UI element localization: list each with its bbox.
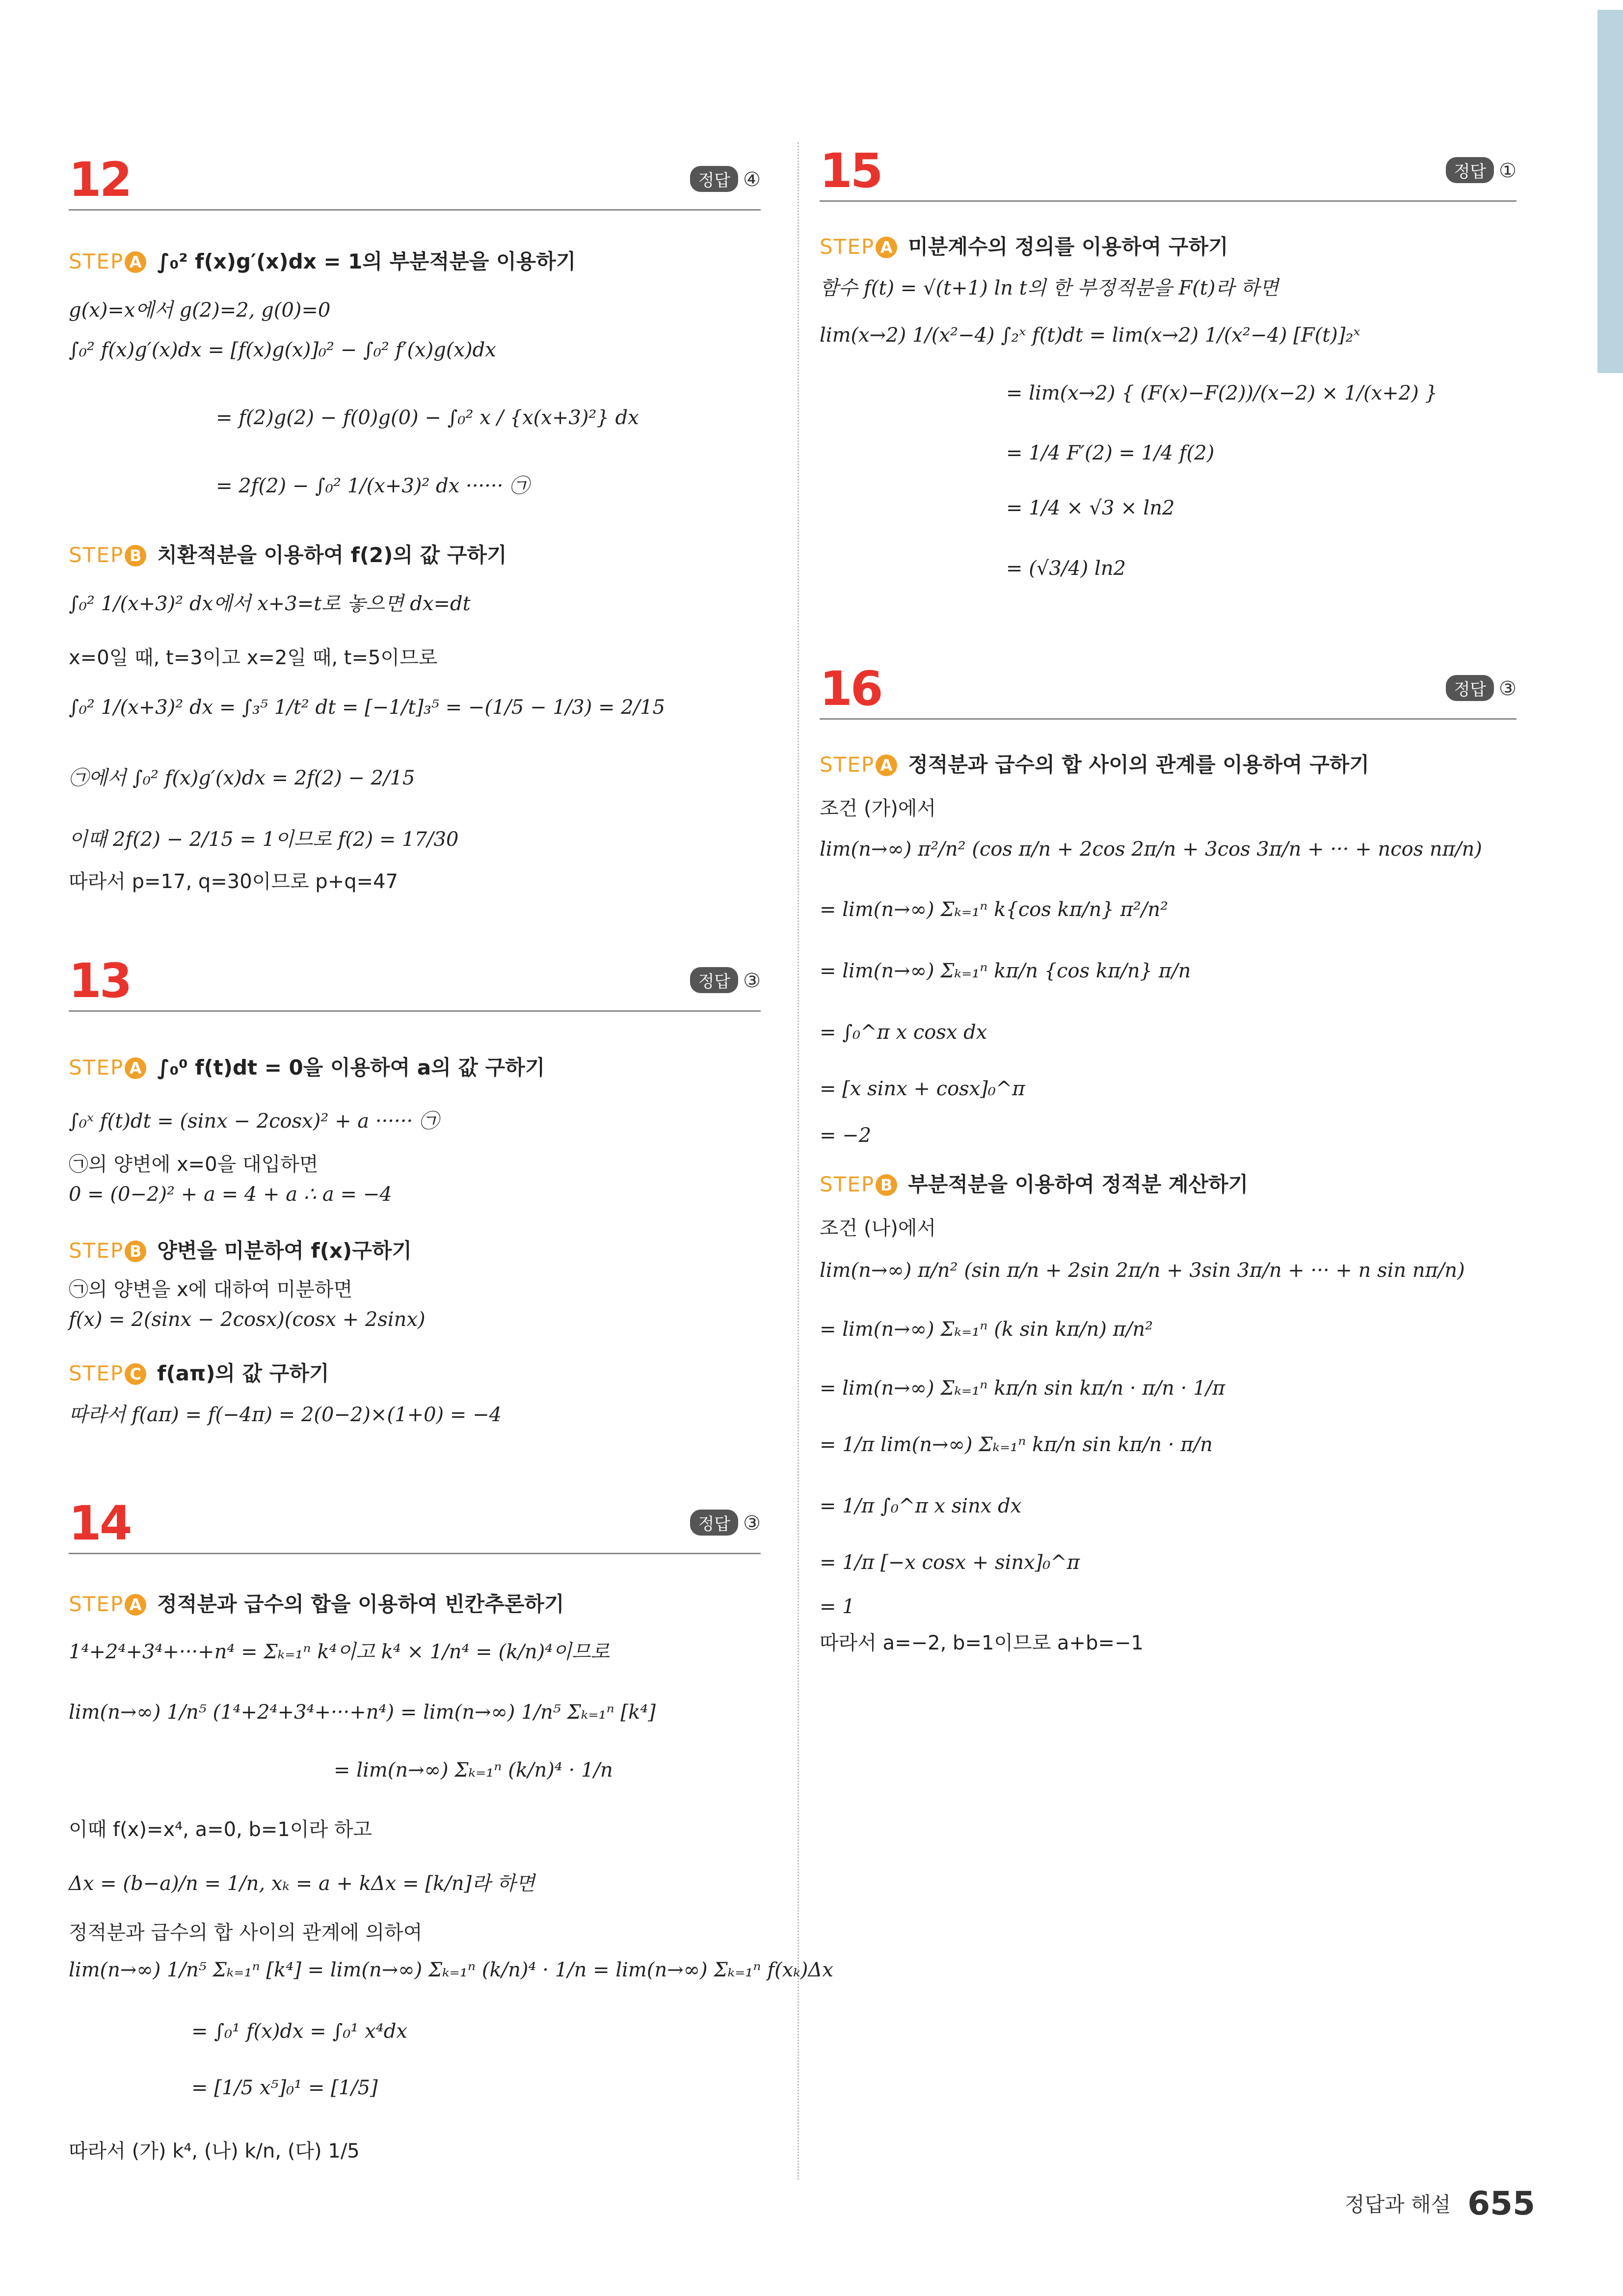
solution-line: 함수 f(t) = √(t+1) ln t의 한 부정적분을 F(t)라 하면 — [820, 277, 1279, 299]
step-title: 정적분과 급수의 합을 이용하여 빈칸추론하기 — [157, 1592, 564, 1616]
solution-line: 1⁴+2⁴+3⁴+···+n⁴ = Σₖ₌₁ⁿ k⁴이고 k⁴ × 1/n⁴ = (k/n)⁴이므로 — [69, 1641, 610, 1663]
header-rule — [69, 1010, 761, 1012]
step-b-heading — [69, 1235, 412, 1264]
step-label: STEP — [820, 1172, 875, 1196]
step-title: f(aπ)의 값 구하기 — [157, 1361, 329, 1385]
solution-line: 조건 (나)에서 — [820, 1217, 936, 1240]
solution-line: = 1 — [820, 1595, 855, 1618]
solution-line: = lim(n→∞) Σₖ₌₁ⁿ kπ/n {cos kπ/n} π/n — [820, 960, 1191, 982]
solution-line: = f(2)g(2) − f(0)g(0) − ∫₀² x / {x(x+3)²} dx — [216, 406, 639, 429]
step-title: 부분적분을 이용하여 정적분 계산하기 — [908, 1172, 1249, 1196]
answer-tag — [690, 1510, 761, 1536]
answer-badge: 정답 — [690, 166, 738, 192]
solution-line: = ∫₀¹ f(x)dx = ∫₀¹ x⁴dx — [191, 2020, 407, 2043]
step-letter: B — [125, 1241, 146, 1262]
page-footer — [1345, 2185, 1535, 2222]
step-letter: A — [876, 237, 897, 258]
problem-number: 16 — [820, 661, 881, 716]
solution-line: lim(n→∞) 1/n⁵ (1⁴+2⁴+3⁴+···+n⁴) = lim(n→∞) 1/n⁵ Σₖ₌₁ⁿ [k⁴] — [69, 1701, 656, 1724]
step-c-heading — [69, 1357, 329, 1387]
solution-line: 따라서 f(aπ) = f(−4π) = 2(0−2)×(1+0) = −4 — [69, 1404, 502, 1426]
footer-label: 정답과 해설 — [1345, 2192, 1451, 2216]
step-title: 미분계수의 정의를 이용하여 구하기 — [908, 235, 1228, 259]
header-rule — [820, 200, 1517, 202]
problem-number: 15 — [820, 143, 881, 198]
step-letter: C — [125, 1363, 146, 1385]
answer-value: ③ — [743, 1512, 761, 1535]
step-letter: A — [876, 755, 897, 776]
step-label: STEP — [69, 1592, 124, 1616]
solution-line: = 1/π [−x cosx + sinx]₀^π — [820, 1551, 1080, 1574]
solution-line: 따라서 p=17, q=30이므로 p+q=47 — [69, 870, 399, 893]
solution-line: = 1/4 × √3 × ln2 — [1006, 497, 1175, 519]
solution-line: = 2f(2) − ∫₀² 1/(x+3)² dx ······ ㉠ — [216, 475, 530, 497]
step-letter: A — [125, 1057, 146, 1079]
solution-line: ㉠의 양변을 x에 대하여 미분하면 — [69, 1278, 353, 1301]
step-title: 양변을 미분하여 f(x)구하기 — [157, 1239, 412, 1263]
step-a-heading — [69, 1052, 545, 1081]
solution-line: ㉠의 양변에 x=0을 대입하면 — [69, 1153, 319, 1176]
step-a-heading — [820, 231, 1228, 260]
step-letter: A — [125, 1594, 146, 1616]
solution-line: lim(x→2) 1/(x²−4) ∫₂ˣ f(t)dt = lim(x→2) 1/(x²−4) [F(t)]₂ˣ — [820, 324, 1360, 347]
solution-line: = 1/4 F′(2) = 1/4 f(2) — [1006, 442, 1215, 464]
solution-line: lim(n→∞) 1/n⁵ Σₖ₌₁ⁿ [k⁴] = lim(n→∞) Σₖ₌₁ⁿ (k/n)⁴ · 1/n = lim(n→∞) Σₖ₌₁ⁿ f(xₖ)Δx — [69, 1959, 833, 1981]
solution-line: 이때 2f(2) − 2/15 = 1이므로 f(2) = 17/30 — [69, 828, 459, 851]
answer-badge: 정답 — [690, 1510, 738, 1536]
step-a-heading — [820, 749, 1369, 778]
solution-line: ∫₀² f(x)g′(x)dx = [f(x)g(x)]₀² − ∫₀² f′(x)g(x)dx — [69, 339, 496, 361]
solution-line: 정적분과 급수의 합 사이의 관계에 의하여 — [69, 1921, 423, 1944]
solution-line: ㉠에서 ∫₀² f(x)g′(x)dx = 2f(2) − 2/15 — [69, 767, 415, 789]
step-title: ∫₀² f(x)g′(x)dx = 1의 부분적분을 이용하기 — [157, 249, 576, 273]
solution-line: = [1/5 x⁵]₀¹ = [1/5] — [191, 2077, 378, 2099]
step-a-heading — [69, 1588, 564, 1618]
step-title: ∫₀⁰ f(t)dt = 0을 이용하여 a의 값 구하기 — [157, 1055, 545, 1080]
solution-line: = lim(n→∞) Σₖ₌₁ⁿ (k/n)⁴ · 1/n — [334, 1759, 613, 1782]
answer-badge: 정답 — [690, 967, 738, 993]
step-b-heading — [69, 539, 507, 568]
solution-line: = lim(x→2) { (F(x)−F(2))/(x−2) × 1/(x+2) } — [1006, 382, 1438, 405]
answer-value: ④ — [743, 168, 761, 191]
step-letter: B — [125, 545, 146, 567]
step-title: 정적분과 급수의 합 사이의 관계를 이용하여 구하기 — [908, 753, 1369, 777]
header-rule — [820, 718, 1517, 720]
answer-tag — [690, 967, 761, 993]
step-label: STEP — [69, 543, 124, 567]
solution-line: ∫₀ˣ f(t)dt = (sinx − 2cosx)² + a ······ ㉠ — [69, 1110, 439, 1133]
solution-line: = −2 — [820, 1124, 872, 1147]
solution-line: 0 = (0−2)² + a = 4 + a ∴ a = −4 — [69, 1183, 392, 1206]
answer-value: ① — [1499, 160, 1517, 182]
column-divider — [798, 142, 799, 2180]
step-label: STEP — [69, 1239, 124, 1263]
answer-tag — [690, 166, 761, 192]
step-label: STEP — [69, 1055, 124, 1080]
solution-line: ∫₀² 1/(x+3)² dx에서 x+3=t로 놓으면 dx=dt — [69, 593, 471, 615]
solution-line: = (√3/4) ln2 — [1006, 557, 1126, 580]
step-a-heading — [69, 245, 576, 275]
step-letter: B — [876, 1174, 897, 1196]
solution-line: Δx = (b−a)/n = 1/n, xₖ = a + kΔx = [k/n]라 하면 — [69, 1872, 535, 1895]
step-label: STEP — [820, 235, 875, 259]
solution-line: ∫₀² 1/(x+3)² dx = ∫₃⁵ 1/t² dt = [−1/t]₃⁵ = −(1/5 − 1/3) = 2/15 — [69, 696, 665, 719]
solution-line: 따라서 (가) k⁴, (나) k/n, (다) 1/5 — [69, 2140, 360, 2162]
step-b-heading — [820, 1168, 1248, 1198]
solution-line: = 1/π lim(n→∞) Σₖ₌₁ⁿ kπ/n sin kπ/n · π/n — [820, 1433, 1213, 1456]
solution-line: = 1/π ∫₀^π x sinx dx — [820, 1495, 1022, 1517]
problem-number: 13 — [69, 953, 131, 1008]
step-label: STEP — [820, 753, 875, 777]
header-rule — [69, 1553, 761, 1554]
solution-line: lim(n→∞) π²/n² (cos π/n + 2cos 2π/n + 3cos 3π/n + ··· + ncos nπ/n) — [820, 838, 1482, 861]
step-title: 치환적분을 이용하여 f(2)의 값 구하기 — [157, 543, 507, 567]
solution-line: 따라서 a=−2, b=1이므로 a+b=−1 — [820, 1632, 1144, 1654]
solution-line: = [x sinx + cosx]₀^π — [820, 1078, 1025, 1100]
answer-badge: 정답 — [1446, 675, 1494, 701]
answer-badge: 정답 — [1446, 157, 1494, 183]
header-rule — [69, 209, 761, 211]
answer-value: ③ — [743, 970, 761, 992]
solution-line: g(x)=x에서 g(2)=2, g(0)=0 — [69, 299, 331, 322]
edge-tab — [1597, 10, 1623, 373]
answer-tag — [1446, 675, 1517, 701]
solution-line: = lim(n→∞) Σₖ₌₁ⁿ k{cos kπ/n} π²/n² — [820, 898, 1169, 921]
solution-line: x=0일 때, t=3이고 x=2일 때, t=5이므로 — [69, 647, 438, 669]
solution-line: f(x) = 2(sinx − 2cosx)(cosx + 2sinx) — [69, 1308, 426, 1331]
answer-value: ③ — [1499, 677, 1517, 700]
solution-line: lim(n→∞) π/n² (sin π/n + 2sin 2π/n + 3sin 3π/n + ··· + n sin nπ/n) — [820, 1259, 1465, 1282]
solution-line: = lim(n→∞) Σₖ₌₁ⁿ (k sin kπ/n) π/n² — [820, 1318, 1153, 1341]
solution-line: = ∫₀^π x cosx dx — [820, 1021, 987, 1044]
step-label: STEP — [69, 249, 124, 273]
solution-line: = lim(n→∞) Σₖ₌₁ⁿ kπ/n sin kπ/n · π/n · 1/π — [820, 1377, 1225, 1400]
page-number: 655 — [1467, 2185, 1535, 2222]
answer-tag — [1446, 157, 1517, 183]
problem-number: 12 — [69, 152, 131, 207]
step-label: STEP — [69, 1361, 124, 1385]
step-letter: A — [125, 251, 146, 273]
problem-number: 14 — [69, 1496, 131, 1551]
solution-line: 조건 (가)에서 — [820, 797, 936, 820]
solution-line: 이때 f(x)=x⁴, a=0, b=1이라 하고 — [69, 1818, 372, 1841]
